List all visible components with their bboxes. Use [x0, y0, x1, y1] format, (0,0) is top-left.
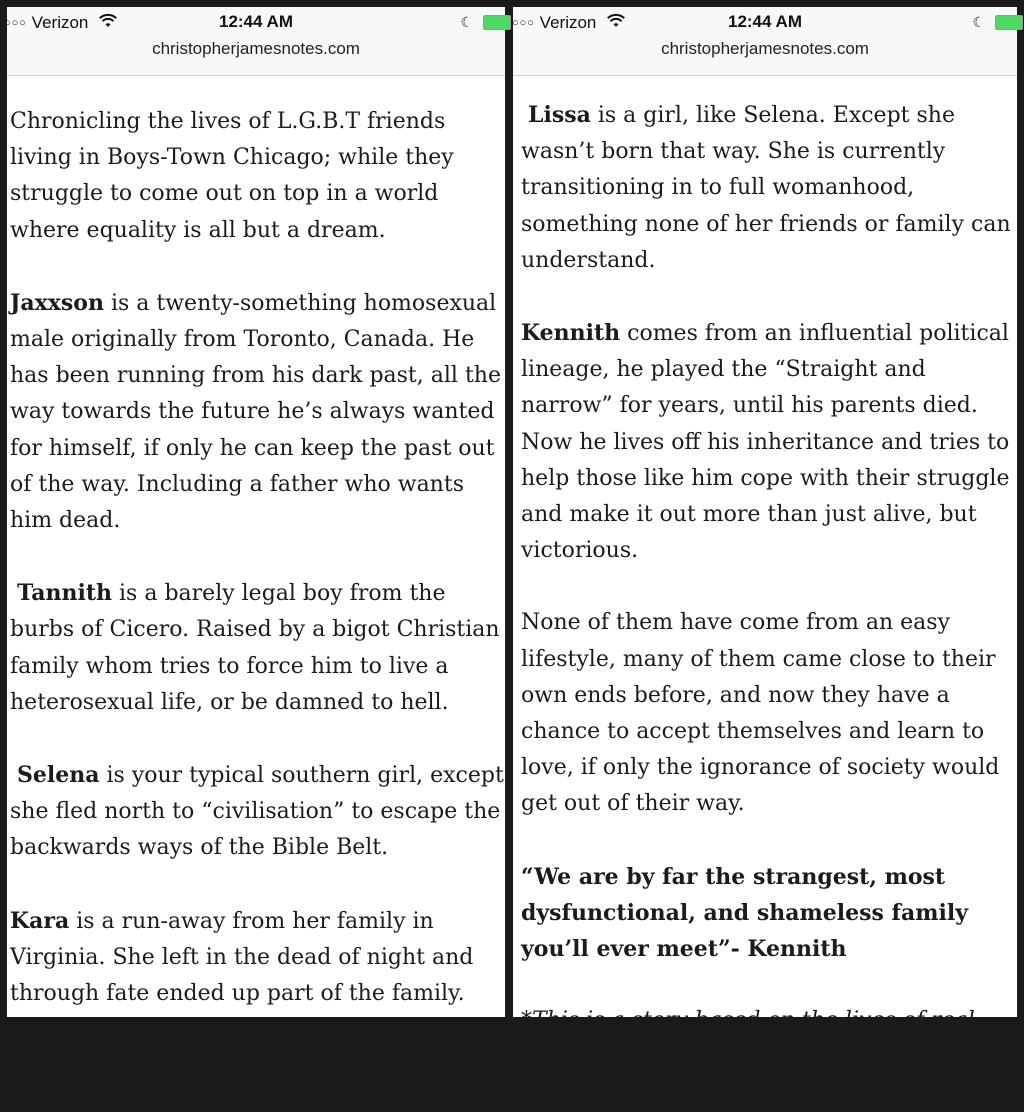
character-name: Tannith — [17, 580, 113, 607]
battery-icon — [995, 15, 1023, 30]
character-name: Kennith — [521, 320, 621, 347]
character-paragraph: Lissa is a girl, like Selena. Except she wasn’t born that way. She is currently transitioning in to full womanhood, something none of her friends or family can understand. — [521, 102, 1011, 273]
tagline-quote: “We are by far the strangest, most dysfunctional, and shameless family you’ll ever meet”- Kennith — [521, 863, 969, 963]
clock: 12:44 AM — [218, 12, 293, 31]
disclaimer-note: *This is a story based on the lives of real people and real situations. I have changed — [521, 1008, 995, 1070]
battery-icon — [483, 15, 511, 30]
moon-icon: ☾ — [972, 14, 985, 30]
status-bar — [4, 7, 505, 76]
article-body — [521, 97, 1017, 1112]
character-paragraph: Kennith comes from an influential political lineage, he played the “Straight and narrow” for years, until his parents died. Now he lives off his inheritance and tries to help those like him cope with their struggle and make it out more than just alive, but victorious. — [521, 320, 1010, 564]
carrier: ○○○ Verizon — [4, 13, 117, 33]
clock: 12:44 AM — [727, 12, 802, 31]
right-screen — [512, 7, 1017, 1070]
character-paragraph: Jaxxson is a twenty-something homosexual male originally from Toronto, Canada. He has been running from his dark past, all the way towards the future he’s always wanted for himself, if only he can keep the past out of the way. Including a father who wants him dead. — [10, 289, 501, 534]
article-body — [10, 104, 505, 1048]
character-name: Jaxxson — [10, 289, 104, 316]
character-name: Lissa — [528, 102, 591, 128]
character-name: Kara — [10, 907, 70, 934]
signal-icon: ○○○ — [512, 17, 535, 29]
carrier: ○○○ Verizon — [512, 13, 625, 33]
signal-icon: ○○○ — [4, 17, 27, 29]
character-paragraph: Tannith is a barely legal boy from the burbs of Cicero. Raised by a bigot Christian family whom tries to force him to live a heterosexual life, or be damned to hell. — [10, 580, 500, 715]
address-bar-url[interactable]: christopherjamesnotes.com — [152, 39, 360, 58]
character-name: Selena — [17, 762, 100, 789]
character-paragraph: Selena is your typical southern girl, except she fled north to “civilisation” to escape the backwards ways of the Bible Belt. — [10, 762, 504, 861]
left-screen — [4, 7, 505, 1017]
moon-icon: ☾ — [460, 14, 473, 30]
intro-paragraph: Chronicling the lives of L.G.B.T friends living in Boys-Town Chicago; while they struggle to come out on top in a world where equality is all but a dream. — [10, 109, 454, 243]
closing-paragraph: None of them have come from an easy lifestyle, many of them came close to their own ends before, and now they have a chance to accept themselves and learn to love, if only the ignorance of society would get out of their way. — [521, 610, 1000, 817]
status-bar — [513, 7, 1017, 76]
character-paragraph: Kara is a run-away from her family in Virginia. She left in the dead of night and through fate ended up part of the family. — [10, 907, 474, 1007]
address-bar-url[interactable]: christopherjamesnotes.com — [661, 39, 869, 58]
